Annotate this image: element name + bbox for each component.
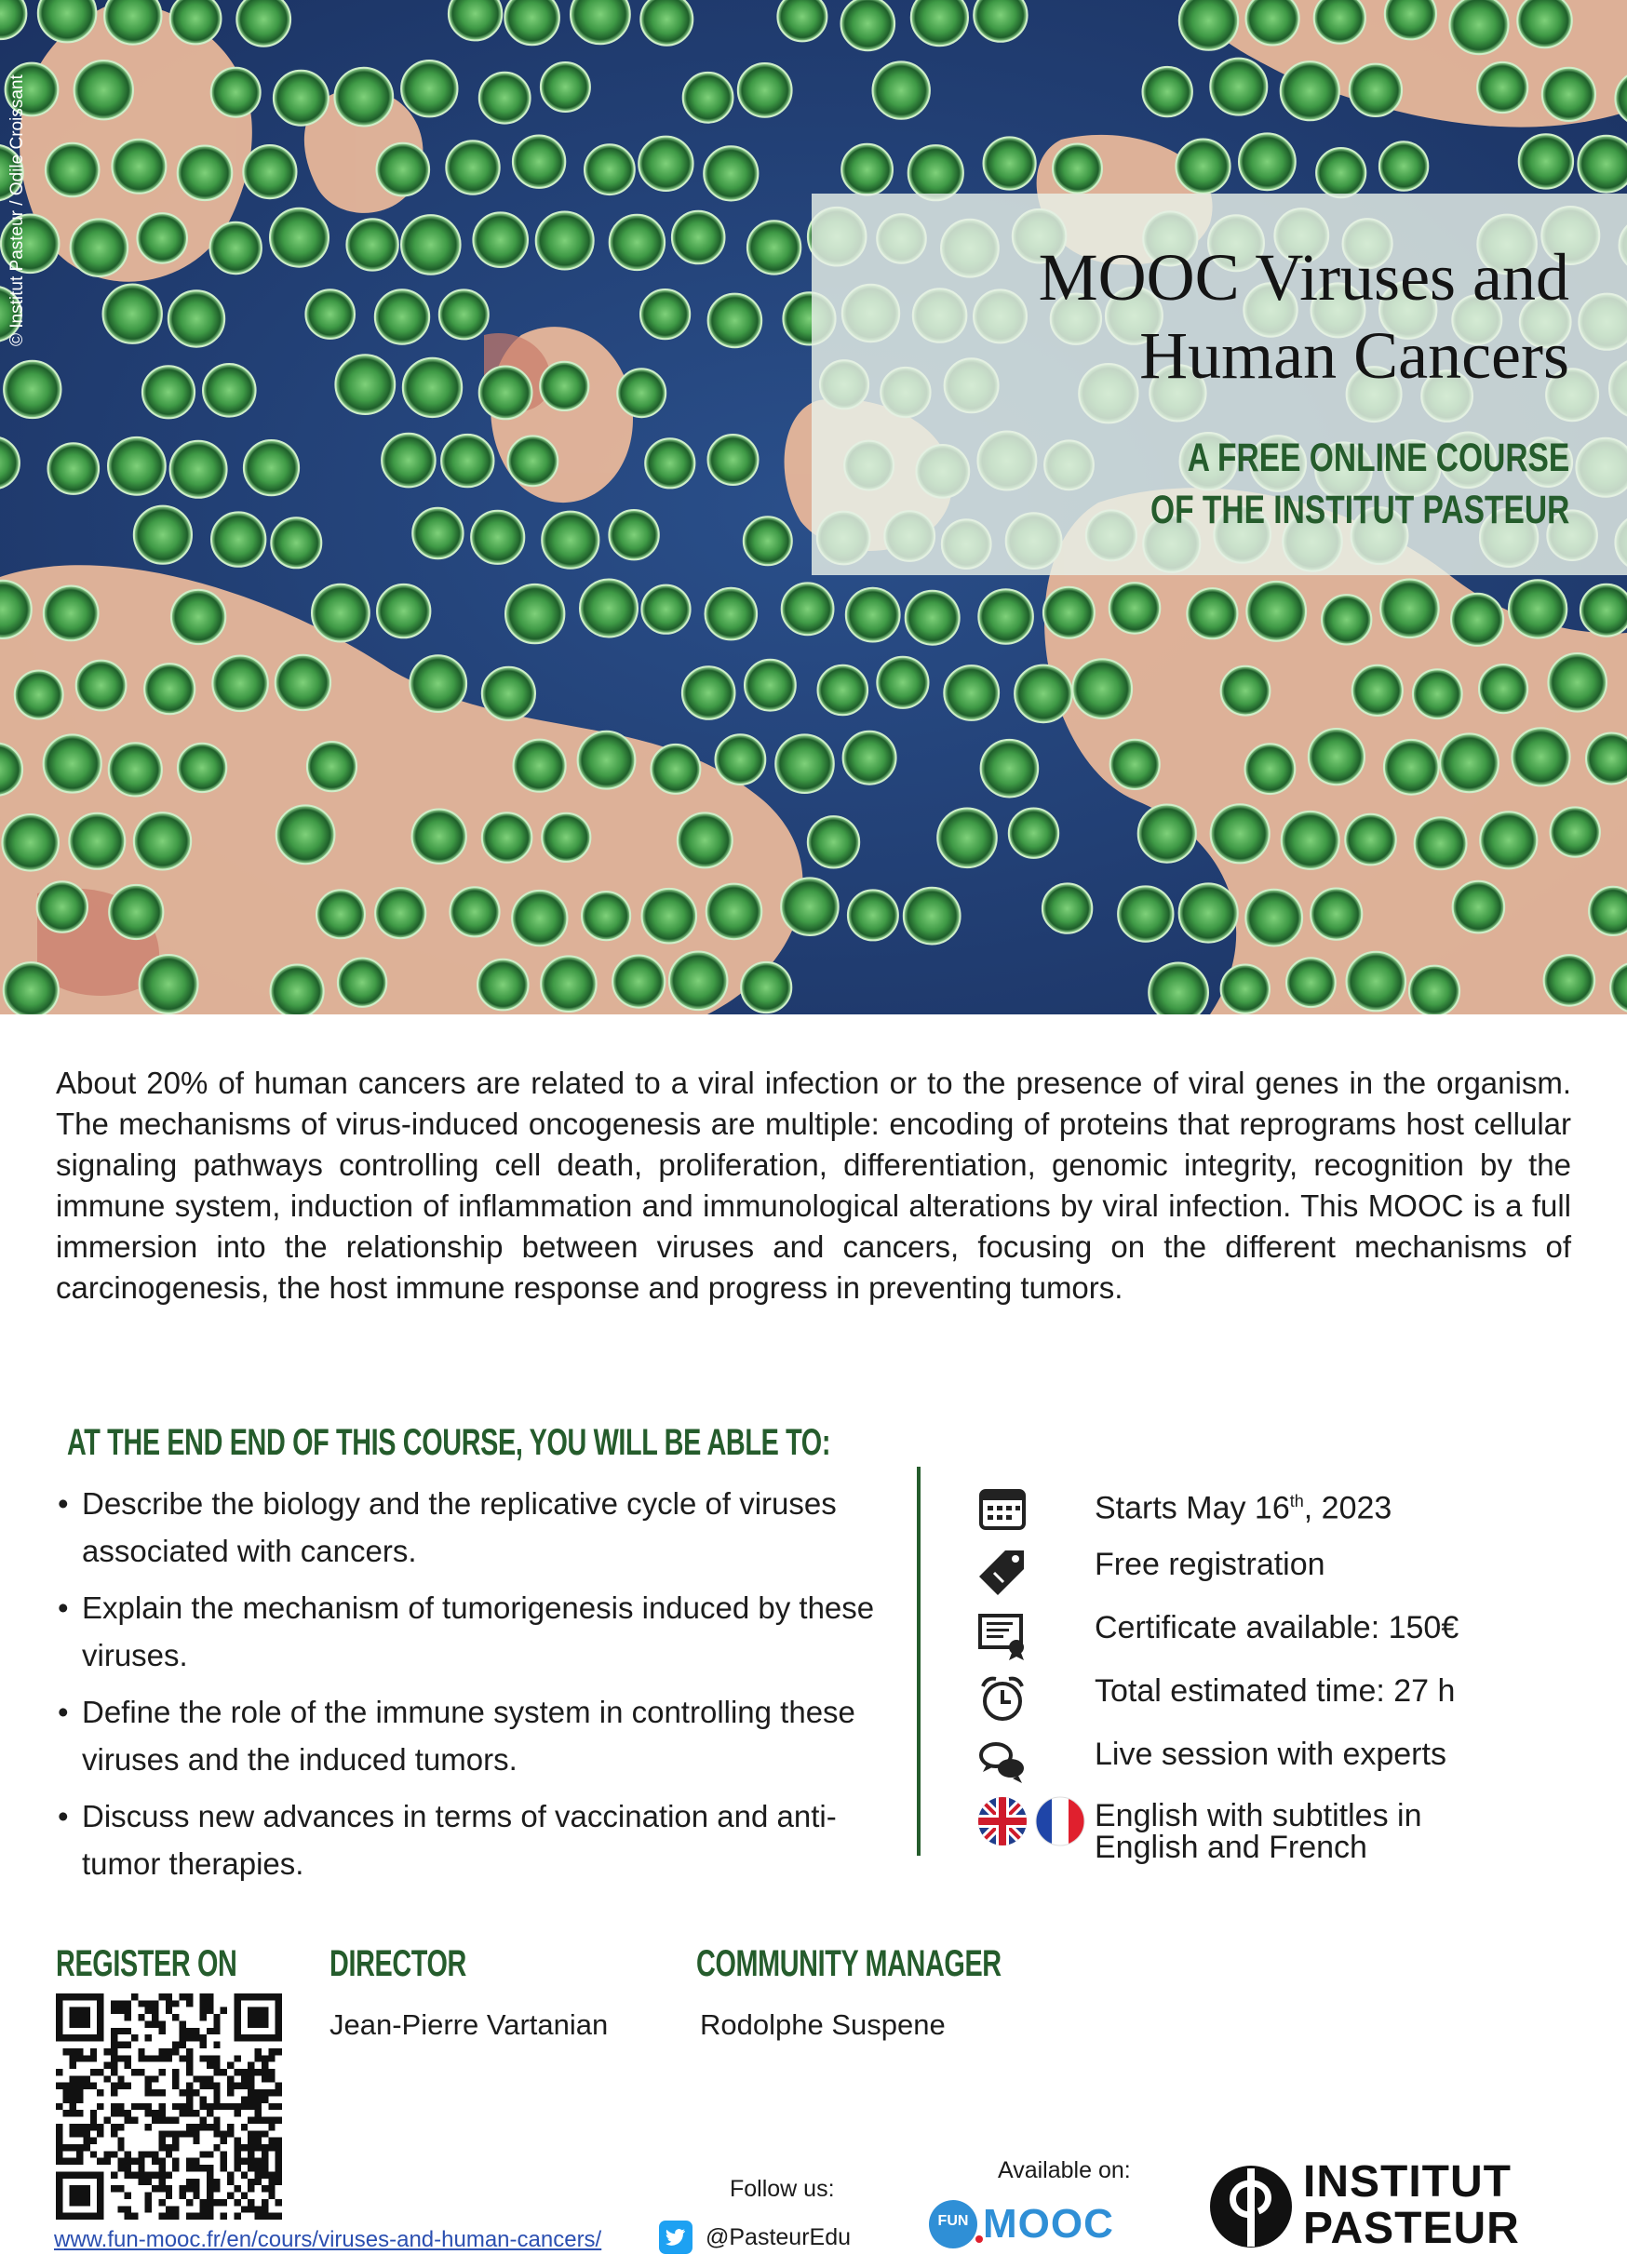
virus-particle (846, 588, 900, 642)
director-name: Jean-Pierre Vartanian (329, 2008, 609, 2041)
virus-particle (937, 809, 997, 868)
virus-particle (211, 68, 261, 117)
virus-particle (477, 960, 529, 1011)
virus-particle (978, 589, 1033, 644)
virus-particle (112, 140, 166, 194)
virus-particle (382, 434, 436, 488)
outcome-text: Explain the mechanism of tumorigenesis induced by these viruses. (82, 1590, 875, 1672)
virus-particle (639, 137, 692, 191)
virus-particle (203, 364, 256, 417)
virus-particle (1589, 887, 1627, 935)
virus-particle (1352, 665, 1403, 716)
title-panel (812, 194, 1627, 575)
virus-particle (1179, 0, 1238, 50)
time-text: Total estimated time: 27 h (1095, 1673, 1456, 1709)
outcome-item (58, 1480, 877, 1575)
virus-particle (540, 362, 588, 410)
virus-particle (471, 511, 524, 564)
virus-particle (69, 813, 125, 869)
virus-particle (708, 435, 759, 485)
institut-line: INSTITUT (1303, 2157, 1512, 2207)
course-title-line2: Human Cancers (1139, 318, 1569, 393)
virus-particle (210, 222, 262, 274)
course-link[interactable]: www.fun-mooc.fr/en/cours/viruses-and-human-cancers/ (54, 2227, 602, 2252)
virus-particle (578, 731, 636, 789)
virus-particle (1042, 883, 1092, 933)
virus-particle (672, 211, 725, 264)
virus-particle (781, 878, 839, 935)
virus-particle (168, 290, 224, 346)
virus-particle (1109, 583, 1161, 634)
virus-particle (46, 143, 100, 197)
virus-particle (312, 584, 370, 642)
virus-particle (338, 959, 386, 1007)
uk-flag-icon (977, 1796, 1028, 1846)
virus-particle (848, 890, 898, 940)
virus-particle (1542, 68, 1595, 121)
virus-particle (1384, 740, 1439, 795)
virus-particle (1380, 580, 1439, 638)
virus-particle (1350, 64, 1402, 116)
virus-particle (541, 956, 597, 1012)
virus-particle (1239, 133, 1296, 190)
virus-particle (944, 665, 999, 720)
virus-particle (410, 655, 466, 712)
virus-particle (346, 219, 397, 270)
virus-particle (1415, 817, 1467, 869)
virus-particle (738, 63, 792, 117)
virus-particle (4, 962, 59, 1014)
virus-particle (375, 289, 429, 343)
virus-particle (1138, 805, 1196, 863)
virus-particle (640, 0, 692, 46)
virus-particle (669, 952, 728, 1011)
virus-particle (1551, 807, 1600, 856)
virus-particle (1043, 587, 1095, 638)
virus-particle (450, 887, 499, 936)
bullet: • (58, 1590, 69, 1625)
virus-particle (782, 583, 834, 635)
virus-particle (708, 294, 762, 348)
virus-particle (610, 215, 665, 270)
virus-particle (479, 367, 532, 420)
virus-particle (307, 742, 356, 791)
virus-particle (642, 889, 697, 944)
virus-particle (512, 891, 567, 946)
virus-particle (1440, 733, 1499, 792)
fact-certificate (977, 1606, 1592, 1662)
virus-particle (377, 143, 430, 196)
virus-particle (335, 355, 395, 414)
divider-line (917, 1467, 921, 1856)
fact-start-date (977, 1480, 1592, 1536)
virus-particle (412, 810, 466, 864)
institut-pasteur-logo (1206, 2157, 1569, 2260)
fact-time (977, 1670, 1592, 1725)
virus-particle (706, 884, 762, 940)
virus-particle (841, 0, 895, 50)
virus-particle (1110, 740, 1160, 789)
virus-particle (612, 956, 665, 1008)
bullet: • (58, 1799, 69, 1833)
virus-particle (244, 440, 299, 495)
virus-particle (1379, 141, 1428, 190)
virus-particle (911, 0, 968, 46)
twitter-icon[interactable] (659, 2221, 692, 2254)
virus-particle (71, 219, 128, 276)
virus-particle (473, 212, 528, 267)
virus-particle (4, 361, 61, 418)
director-heading: DIRECTOR (329, 1943, 467, 1984)
virus-particle (76, 661, 127, 711)
virus-particle (1118, 886, 1173, 941)
pasteur-emblem-icon (1206, 2157, 1296, 2256)
virus-particle (1453, 881, 1505, 933)
virus-particle (1544, 955, 1595, 1006)
virus-particle (1517, 0, 1572, 47)
virus-particle (171, 590, 225, 644)
virus-particle (1509, 580, 1566, 637)
virus-particle (144, 664, 195, 714)
virus-particle (236, 0, 290, 47)
register-heading: REGISTER ON (56, 1943, 237, 1984)
virus-particle (109, 743, 162, 796)
virus-particle (1479, 664, 1527, 713)
virus-particle (775, 734, 834, 793)
virus-particle (536, 212, 594, 270)
virus-particle (1072, 659, 1132, 718)
virus-particle (745, 660, 796, 711)
virus-particle (134, 506, 192, 564)
outcome-text: Describe the biology and the replicative cycle of viruses associated with cancers. (82, 1486, 837, 1568)
outcome-item (58, 1584, 877, 1679)
virus-particle (178, 744, 226, 792)
virus-particle (651, 745, 700, 794)
virus-particle (1286, 958, 1336, 1007)
outcome-item (58, 1792, 877, 1887)
virus-particle (1211, 804, 1270, 863)
virus-particle (170, 441, 227, 498)
virus-particle (580, 580, 638, 637)
virus-particle (305, 289, 355, 339)
virus-particle (1221, 965, 1270, 1013)
virus-particle (1245, 890, 1302, 946)
virus-particle (44, 734, 101, 792)
pasteur-line: PASTEUR (1303, 2204, 1520, 2253)
virus-particle (1210, 59, 1267, 115)
photo-credit: © Institut Pasteur / Odile Croissant (7, 74, 27, 346)
certificate-text: Certificate available: 150€ (1095, 1610, 1459, 1645)
virus-particle (777, 0, 827, 41)
live-session-text: Live session with experts (1095, 1737, 1446, 1772)
virus-particle (1480, 812, 1537, 868)
virus-particle (271, 517, 321, 568)
virus-particle (818, 665, 868, 716)
virus-particle (1449, 0, 1508, 54)
virus-particle (375, 888, 425, 938)
virus-particle (137, 213, 187, 263)
virus-particle (513, 136, 565, 188)
virus-particle (981, 740, 1039, 798)
virus-particle (1311, 889, 1362, 940)
virus-particle (706, 588, 758, 640)
virus-particle (401, 215, 461, 275)
virus-particle (741, 962, 791, 1013)
virus-particle (505, 584, 564, 643)
bullet: • (58, 1486, 69, 1521)
virus-particle (704, 146, 758, 200)
fact-registration (977, 1543, 1592, 1599)
virus-particle (482, 812, 532, 863)
virus-particle (178, 146, 233, 201)
virus-particle (683, 73, 733, 123)
virus-particle (908, 145, 963, 200)
virus-particle (542, 512, 598, 569)
virus-particle (906, 591, 960, 645)
start-date-suffix-sup: th (1289, 1492, 1304, 1510)
fact-start-text (1095, 1485, 1392, 1526)
virus-particle (1187, 588, 1237, 638)
virus-particle (641, 585, 690, 634)
virus-particle (1179, 883, 1238, 942)
virus-particle (439, 289, 489, 339)
virus-particle (403, 358, 462, 417)
virus-particle (1176, 140, 1230, 194)
virus-particle (1519, 134, 1573, 188)
virus-particle (1451, 594, 1503, 646)
virus-particle (401, 60, 457, 116)
virus-particle (1053, 144, 1102, 194)
virus-particle (212, 656, 268, 712)
virus-particle (1314, 0, 1365, 44)
virus-particle (678, 812, 733, 867)
course-title (1039, 238, 1569, 395)
virus-particle (843, 731, 896, 785)
virus-particle (377, 584, 430, 637)
france-flag-icon (1035, 1796, 1085, 1846)
alarm-clock-icon (977, 1673, 1028, 1724)
outcome-text: Define the role of the immune system in controlling these viruses and the induced tumors. (82, 1695, 855, 1777)
virus-particle (1345, 814, 1396, 866)
outcomes-list (58, 1480, 877, 1897)
price-tag-icon (977, 1547, 1028, 1597)
course-title-line1: MOOC Viruses and (1038, 240, 1569, 315)
registration-text: Free registration (1095, 1547, 1325, 1582)
virus-particle (48, 443, 100, 494)
virus-particle (441, 435, 493, 487)
virus-particle (808, 816, 859, 867)
language-line1: English with subtitles in (1095, 1798, 1422, 1833)
virus-particle (1309, 729, 1365, 785)
virus-particle (1282, 812, 1339, 869)
virus-particle (504, 0, 559, 45)
virus-particle (412, 508, 463, 558)
virus-particle (1221, 666, 1271, 716)
virus-particle (103, 285, 162, 343)
certificate-icon (977, 1610, 1028, 1660)
virus-particle (542, 813, 590, 862)
virus-particle (316, 890, 365, 938)
virus-particle (984, 137, 1036, 189)
virus-particle (1413, 669, 1462, 718)
start-date-prefix: Starts May 16 (1095, 1490, 1290, 1526)
virus-particle (682, 666, 735, 719)
virus-particle (142, 366, 195, 418)
chat-bubbles-icon (977, 1737, 1028, 1787)
virus-particle (582, 892, 630, 940)
virus-particle (1281, 61, 1339, 120)
virus-particle (44, 586, 99, 641)
virus-particle (170, 0, 222, 44)
virus-particle (15, 671, 63, 719)
virus-particle (446, 141, 499, 194)
virus-particle (1009, 809, 1058, 858)
virus-particle (873, 61, 930, 118)
available-label: Available on: (998, 2157, 1131, 2183)
virus-particle (514, 740, 566, 792)
virus-particle (1149, 963, 1208, 1015)
course-subtitle (1150, 432, 1569, 536)
virus-particle (270, 208, 329, 267)
virus-particle (1586, 733, 1627, 785)
virus-particle (37, 881, 87, 932)
virus-particle (211, 512, 265, 566)
intro-paragraph: About 20% of human cancers are related to a viral infection or to the presence of viral genes in the organism. The mechanisms of virus-induced oncogenesis are multiple: encoding of proteins that reprograms host cellular signaling pathways controlling cell death, proliferation, differentiation, genomic integrity, recognition by the immune system, induction of inflammation and immunological alterations by viral infection. This MOOC is a full immersion into the relationship between viruses and cancers, focusing on the different mechanisms of carcinogenesis, the host immune response and progress in preventing tumors. (56, 1066, 1571, 1305)
outcomes-heading: AT THE END END OF THIS COURSE, YOU WILL BE ABLE TO: (67, 1422, 831, 1463)
virus-particle (1246, 582, 1306, 641)
language-line2: English and French (1095, 1830, 1367, 1865)
outcome-item (58, 1688, 877, 1783)
virus-particle (134, 812, 191, 869)
virus-particle (1578, 136, 1627, 193)
virus-particle (276, 655, 330, 710)
virus-particle (1548, 653, 1607, 712)
follow-label: Follow us: (730, 2176, 835, 2202)
institut-pasteur-text (1303, 2159, 1520, 2252)
virus-particle (1512, 728, 1569, 785)
virus-particle (108, 437, 166, 495)
virus-particle (1409, 966, 1459, 1014)
start-date-year: , 2023 (1303, 1490, 1392, 1526)
virus-particle (716, 734, 766, 785)
virus-particle (2, 814, 59, 871)
virus-particle (271, 965, 324, 1015)
twitter-handle[interactable]: @PasteurEdu (706, 2224, 852, 2250)
virus-particle (1316, 148, 1365, 197)
virus-particle (640, 289, 690, 339)
fact-live-session (977, 1733, 1592, 1789)
bullet: • (58, 1695, 69, 1729)
course-subtitle-line2: OF THE INSTITUT PASTEUR (1150, 488, 1569, 532)
community-manager-heading: COMMUNITY MANAGER (696, 1943, 1002, 1984)
virus-particle (609, 510, 658, 559)
virus-particle (877, 657, 928, 708)
virus-particle (1477, 62, 1527, 113)
virus-particle (744, 517, 792, 565)
community-manager-name: Rodolphe Suspene (700, 2008, 946, 2041)
outcome-text: Discuss new advances in terms of vaccination and anti-tumor therapies. (82, 1799, 837, 1881)
virus-particle (140, 955, 198, 1013)
virus-particle (479, 73, 531, 124)
virus-particle (541, 62, 590, 112)
qr-code[interactable] (56, 1993, 282, 2220)
virus-particle (74, 60, 133, 119)
fun-badge-text: FUN (937, 2213, 969, 2229)
virus-particle (1245, 744, 1296, 794)
virus-particle (243, 145, 296, 198)
virus-particle (645, 438, 694, 488)
fun-mooc-text: MOOC (983, 2201, 1114, 2247)
course-subtitle-line1: A FREE ONLINE COURSE (1187, 436, 1569, 480)
virus-particle (1580, 584, 1627, 637)
virus-particle (1015, 665, 1072, 723)
language-text (1095, 1800, 1422, 1863)
virus-particle (508, 436, 558, 486)
fun-mooc-logo[interactable] (929, 2194, 1136, 2252)
virus-particle (1143, 67, 1192, 116)
virus-particle (1246, 0, 1299, 46)
virus-particle (334, 68, 393, 127)
virus-particle (841, 144, 893, 195)
calendar-icon (977, 1483, 1028, 1534)
virus-particle (482, 667, 535, 720)
virus-particle (585, 144, 635, 195)
virus-particle (274, 71, 329, 126)
virus-particle (904, 888, 961, 945)
virus-particle (1347, 952, 1406, 1012)
virus-particle (276, 805, 335, 864)
fact-language (977, 1796, 1592, 1880)
virus-particle (1322, 595, 1371, 644)
fun-dot (975, 2235, 983, 2243)
virus-particle (109, 885, 163, 939)
virus-particle (617, 369, 666, 417)
virus-particle (747, 221, 800, 274)
